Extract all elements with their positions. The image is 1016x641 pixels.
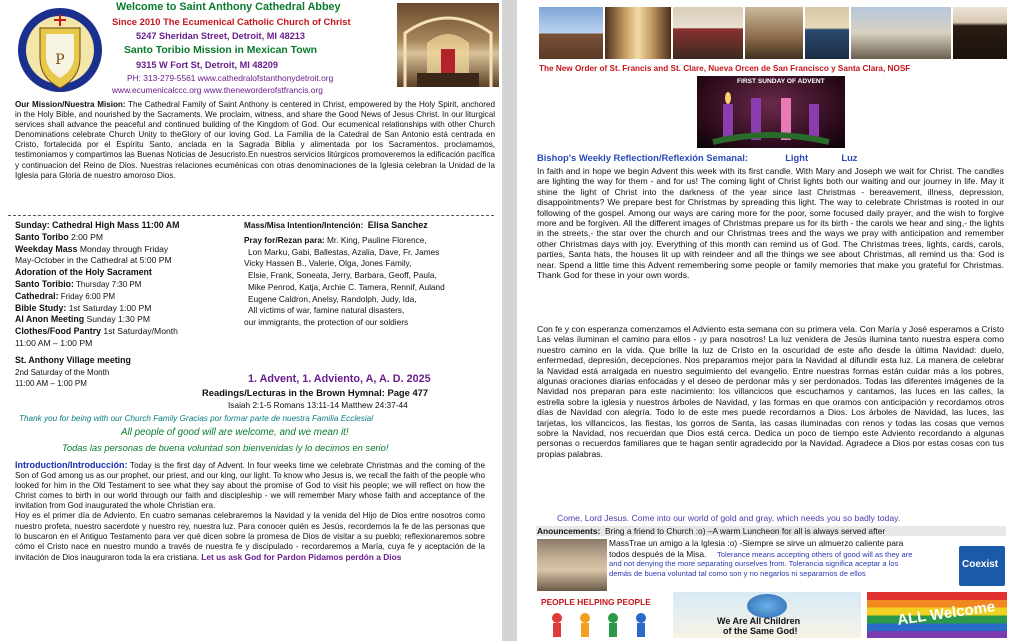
prayer-line: Mike Penrod, Katja, Archie C. Tamera, Rennif, Auland [248,281,445,292]
advent-image-caption: FIRST SUNDAY OF ADVENT [737,78,825,85]
intro-text-en: Today is the first day of Advent. In four weeks time we celebrate Christmas and the coming of the Son of God among us as our prophet, our priest, and our king, our light. To know who Jesus is, we recall the faith of the people who looked for him in the Old Testament to see what they say about the promise of God to visit his people; we will reflect on how the Christ comes to birth in our world through our faith and discipleship - we will remember Mary whose faith and acceptance of the invitation from God inaugurated the whole Christian era. [15,461,486,511]
schedule-row: Adoration of the Holy Sacrament [15,267,152,278]
reflection-heading [537,153,858,163]
prayer-line: our immigrants, the protection of our soldiers [244,316,409,327]
mission-text-en: The Cathedral Family of Saint Anthony is centered in Christ, empowered by the Holy Spirit, anchored in the Holy Bible, and nourished by the Sacraments. We proclaim, witness, and share the Good News of Jesus Christ. In our liturgical services shall advance the peaceful and continued building of the Kingdom of God. Our ecumenical relationships with other Church Denominations celebrate Church Unity to theGlory of our loving God. [15,100,495,140]
order-caption: The New Order of St. Francis and St. Clare, Nueva Orcen de San Francisco y Santa Clara, NOSF [539,64,911,73]
prayer-line: Lon Marku, Gabi, Ballestas, Azalia, Dave, Fr. James [248,246,440,257]
schedule-row: Weekday Mass Monday through Friday [15,243,169,254]
schedule-row: Santo Toribo 2:00 PM [15,231,103,242]
portrait-photo [805,7,849,59]
children-eating-photo [537,539,607,591]
mission-label: Our Mission/Nuestra Mision: [15,100,126,109]
tolerance-text: Tolerance means accepting others of good will as they are and not denying the more separating ourselves from. Tolerancia significa aceptar a los demás de buena voluntad tal como son y no negarlos ni separarnos de ellos [609,550,913,578]
prayer-line: Vicky Hassen B., Valerie, Olga, Jones Family, [244,258,412,269]
reflection-word-es: Luz [841,152,858,163]
gathering-photo [851,7,951,59]
prayer-line: Eugene Caldron, Anelsy, Randolph, Judy, Ida, [248,293,417,304]
people-helping-people-logo [537,596,667,640]
welcome-en: All people of good will are welcome, and we mean it! [121,427,349,438]
readings-title: Readings/Lecturas in the Brown Hymnal: Page 477 [202,387,429,398]
intro-text-es: Hoy es el primer día de Adviento. En cuatro semanas celebraremos la Navidad y la venida del Hijo de Dios entre nosotros como nuestro profeta, nuestro sacerdote y nuestro rey, nuestra luz. Para conocer quién es Jesús, recordemos la fe de las personas que lo buscaron en el Antiguo Testamento para ver qué dicen sobre la promesa de Dios de visitar a su pueblo; reflexionaremos sobre cómo el Cristo nace en nuestro mundo a través de nuestra fe y discipulado - recordaremos a María, cuya fe y aceptación de la invitación de Dios inauguraron toda la era cristiana. [15,511,485,562]
monk-photo [953,7,1007,59]
advent-title: 1. Advent, 1. Adviento, A, A. D. 2025 [248,373,431,385]
schedule-row: St. Anthony Village meeting [15,354,131,365]
header-mission: Santo Toribio Mission in Mexican Town [124,45,318,56]
clergy-photo [673,7,743,59]
all-welcome-text: ALL Welcome [896,598,997,629]
schedule-row: Clothes/Food Pantry 1st Saturday/Month [15,326,178,337]
schedule-row: May-October in the Cathedral at 5:00 PM [15,255,172,266]
children-line-2: of the Same God! [723,626,798,636]
welcome-es: Todas las personas de buena voluntad son bienvenidas ly lo decimos en serio! [62,442,389,453]
header-web2: www.ecumenicalccc.org www.theneworderofstfrancis.org [112,85,323,95]
announcement-line-3: todos después de la Misa. [609,549,707,559]
cathedral-interior-photo [397,3,499,87]
reflection-text-es: Con fe y con esperanza comenzamos el Adviento esta semana con su primera vela. Con María y José esperamos a Cristo Las velas iluminan el camino para ellos - ¡y para nosotros! La luz venidera de Jesús ilumina tanto nuestra espera como nuestro camino en la vida. Que brille la luz de Cristo en la oscuridad de este año desde la última Navidad: duelo, enfermedad, depresión, decepciones. Nos preparamos mejor para la Navidad al difundir esta luz. La manera de celebrar la Navidad está arraigada en nuestro seguimiento del evangelio. Entre nuestras formas están cuidar más a los pobres, algunas oraciones diarias enfocadas y el deseo de perdonar más y ser perdonados. Todas las diferentes imágenes de la Navidad nos preparan para este nacimiento: los villancicos que escuchamos y cantamos, las luces en las calles, la estrella sobre la iglesia y nuestros árboles de Navidad, y las formas en que oramos con anticipación y recordamos otros días de Navidad con alegría. Todo lo de este mes puede recordarnos a Dios. Los árboles de Navidad, las luces, las tarjetas, los villancicos, las fiestas, los gorros de Santa, las casas iluminadas con renos y todas las cosas que vemos sobre la Navidad, nos recuerdan que Dios está cerca. Dedica un poco de tiempo este Adviento recordando a algunas personas o recuerdos familiares que te hagan sentir agradecido por la Navidad. Agradece a Dios por estas cosas con tus propias palabras. [537,324,1004,459]
all-welcome-rainbow [867,592,1007,638]
people-helping-text: PEOPLE HELPING PEOPLE [541,597,651,607]
announcements-label: Anouncements: [537,526,601,536]
schedule-row: 11:00 AM – 1:00 PM [15,379,87,389]
readings-list: Isaiah 2:1-5 Romans 13:11-14 Matthew 24:37-44 [228,400,408,410]
introduction-paragraph [15,460,485,563]
mission-text-es: La Familia de la Catedral de San Antonio está centrada en Cristo, fortalecida por el Espíritu Santo, anclada en la Sagrada Biblia y alimentada por los Sacramentos. proclamamos, testimoniamos y compartimos las Buenas Noticias de Jesucristo.En nuestros servicios litúrgicos promoveremos la edificación pacífica y continuacion del Reino de Dios. Nuestras relaciones ecuménicas con otras denominaciones de la Iglesia celebran la Unidad de la Iglesia para Gloria de nuestro amoroso Dios. [15,130,495,180]
children-line-1: We Are All Children [717,616,801,626]
intro-label: Introduction/Introducción: [15,460,128,470]
header-since: Since 2010 The Ecumenical Catholic Church of Christ [112,16,351,27]
advent-candles-image [697,76,845,148]
reflection-text-en: In faith and in hope we begin Advent this week with its first candle. With Mary and Joseph we wait for Christ. The candles are lighting the way for them - and for us! The coming light of Christ lights both our waiting and our journey in life. May it shine the light of Christ into the darkness of the year since last Christmas - bereavement, illness, depression, disappointments? We prepare best for Christmas by spreading this light. The way to celebrate Christmas is rooted in our following of the gospel. Among our ways are caring more for the poor, some focused daily prayer, and the wish to forgive more and be forgiven. All the different images of Christmas prepare us for its birth - the carols we hear and sing,- the lights in the streets,- the star over the church and our Christmas trees and the ways we pray with anticipation and remember other Christmas days with joy. Everything of this month can remind us of God. The Christmas trees, lights, cards, carols, parties, Santa hats, the houses lit up with reindeer and all the things we see about Christmas, all remind us tha: God is near. Spend a little time this Advent remembering some people or family memories that make you grateful for Christmas. Thank God for these in your own words. [537,166,1004,281]
church-nave-photo [605,7,671,59]
schedule-row: Bible Study: 1st Saturday 1:00 PM [15,302,152,313]
announcement-line-2: MassTrae un amigo a la Iglesia :o) -Siempre se sirve un almuerzo caliente para [609,538,904,548]
header-phone-web: PH: 313-279-5561 www.cathedralofstanthonydetroit.org [127,73,334,83]
mass-intention: Mass/Misa Intention/Intención: Elisa Sanchez [244,220,428,230]
header-welcome: Welcome to Saint Anthony Cathedral Abbey [116,1,341,13]
pardon-line: Let us ask God for Pardon Pidamos perdón a Dios [201,551,402,562]
bulletin-page-right [517,0,1016,641]
schedule-row: Cathedral: Friday 6:00 PM [15,290,115,301]
children-of-god-banner [673,592,861,638]
thanks-line: Thank you for being with our Church Family Gracias por formar parte de nuestra Familia Ecclesial [19,414,374,423]
schedule-row: 11:00 AM – 1:00 PM [15,337,93,348]
schedule-row: Al Anon Meeting Sunday 1:30 PM [15,314,151,325]
announcement-line-1: Anouncements: Bring a friend to Church :o) –A warm Luncheon for all is always served after [537,526,886,536]
mission-paragraph [15,100,495,181]
schedule-row: Santo Toribio: Thursday 7:30 PM [15,278,142,289]
prayer-line: All victims of war, famine natural disasters, [248,305,405,316]
church-seal-icon [14,4,106,102]
prayer-line: Pray for/Rezan para: Mr. King, Pauline Florence, [244,235,427,245]
bulletin-page-left [0,0,502,641]
come-lord-line: Come, Lord Jesus. Come into our world of gold and gray, which needs you so badly today. [557,513,901,523]
schedule-row: 2nd Saturday of the Month [15,367,110,377]
prayer-list [244,235,499,329]
divider [8,215,494,216]
prayer-line: Elsie, Frank, Soneata, Jerry, Barbara, Geoff, Paula, [248,270,437,281]
header-address1: 5247 Sheridan Street, Detroit, MI 48213 [136,31,306,41]
schedule-list [15,220,240,390]
church-exterior-photo [539,7,603,59]
coexist-text: Coexist [962,559,999,570]
header-address2: 9315 W Fort St, Detroit, MI 48209 [136,60,278,70]
schedule-row: Sunday: Cathedral High Mass 11:00 AM [15,220,180,230]
reflection-word-en: Light [785,152,809,163]
congregation-photo [745,7,803,59]
coexist-logo [959,546,1005,586]
reflection-label: Bishop's Weekly Reflection/Reflexión Semanal: [537,152,748,163]
globe-icon [747,594,787,618]
svg-text:P: P [55,52,65,68]
